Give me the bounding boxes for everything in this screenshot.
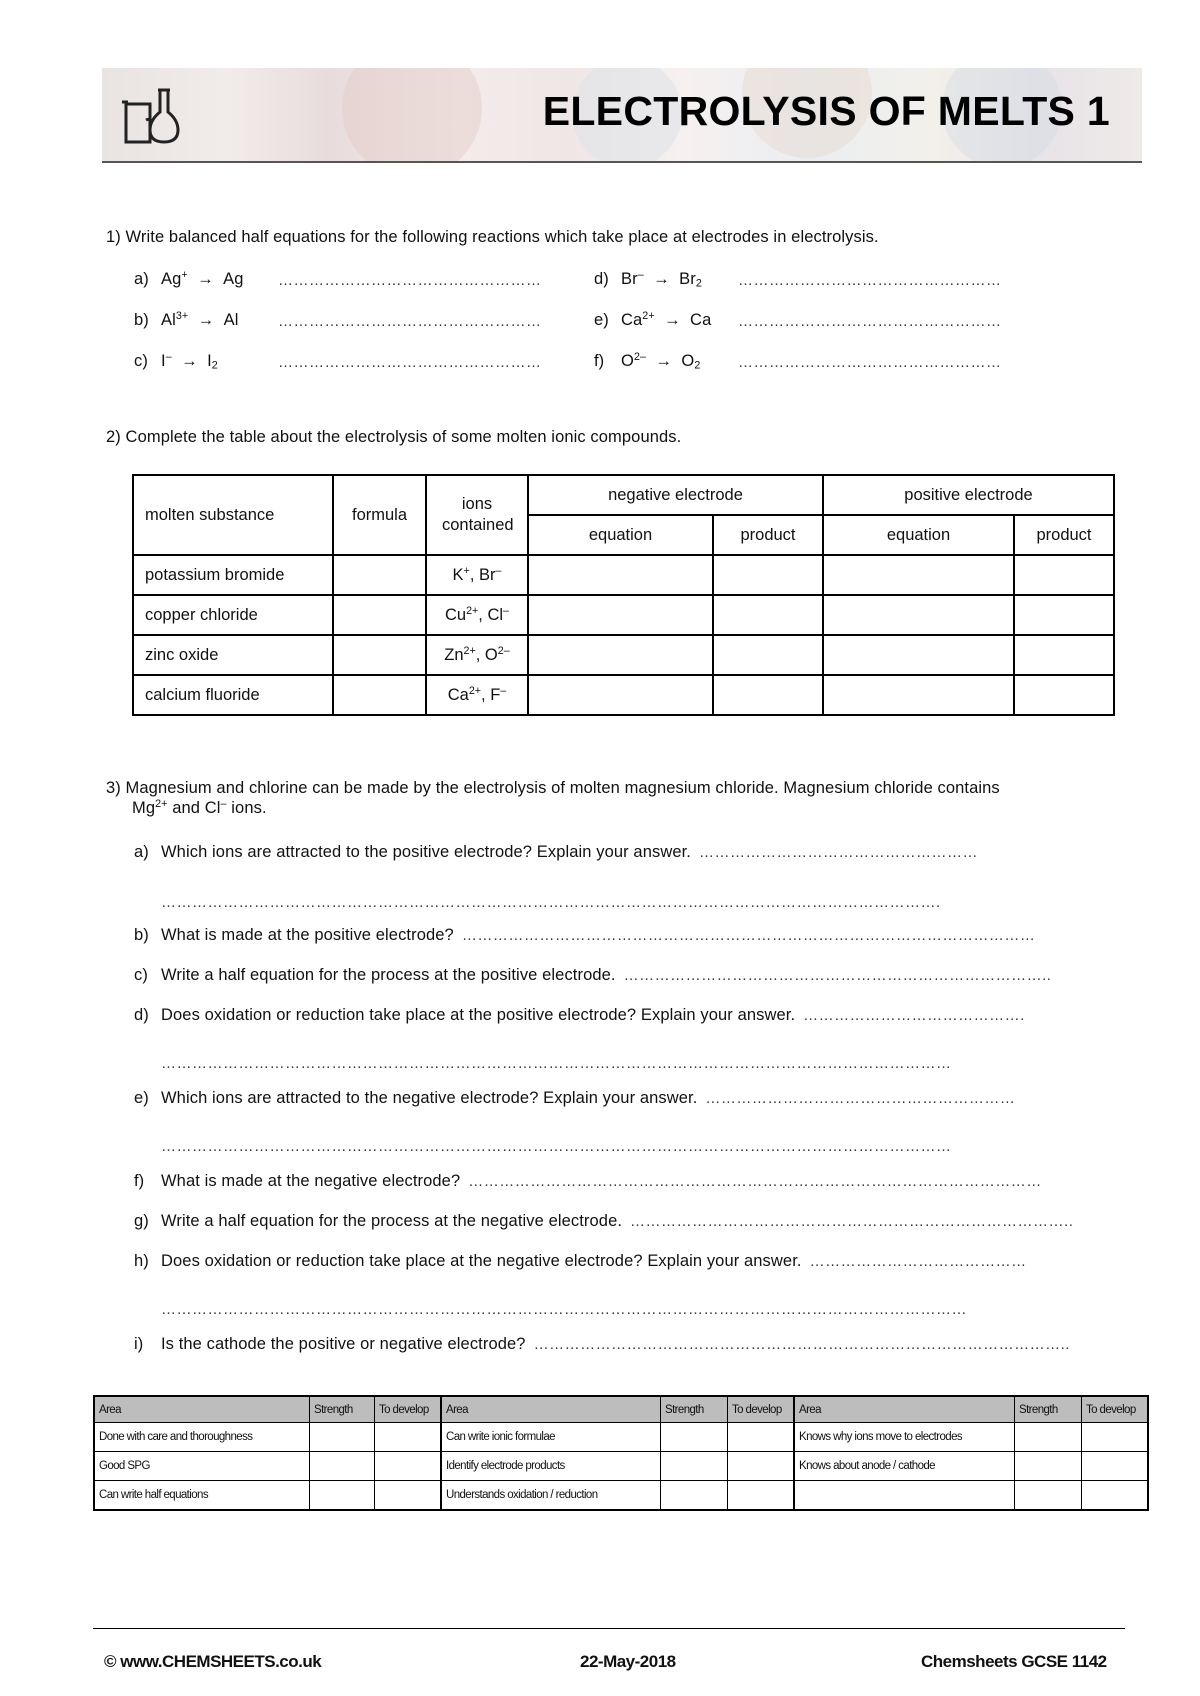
- q3-part-label: a): [134, 843, 149, 861]
- neg-equation-answer-cell[interactable]: [528, 595, 713, 635]
- assessment-area: Understands oxidation / reduction: [441, 1481, 661, 1511]
- strength-checkbox-cell[interactable]: [310, 1423, 375, 1452]
- table-row: [133, 675, 1114, 715]
- neg-product-answer-cell[interactable]: [713, 675, 823, 715]
- q1-item-label: a): [134, 270, 149, 288]
- q3-question-text: What is made at the negative electrode?: [161, 1172, 461, 1190]
- to-develop-checkbox-cell[interactable]: [728, 1481, 795, 1511]
- q3-question: [161, 1172, 1116, 1191]
- q3-answer-line[interactable]: …………………………………………………………………………..: [630, 1213, 1074, 1230]
- q3-part-label: h): [134, 1252, 149, 1270]
- table-row: [133, 555, 1114, 595]
- pos-product-answer-cell[interactable]: [1014, 675, 1114, 715]
- q1-reaction: $Ca^{2+} \to Ca$: [621, 310, 712, 329]
- substance-cell: zinc oxide: [133, 635, 333, 675]
- q3-part-label: c): [134, 966, 148, 984]
- assessment-area: Done with care and thoroughness: [94, 1423, 310, 1452]
- assessment-row: [94, 1481, 1148, 1511]
- header-pos-equation: equation: [823, 515, 1014, 555]
- strength-checkbox-cell[interactable]: [1015, 1481, 1082, 1511]
- to-develop-checkbox-cell[interactable]: [1082, 1452, 1149, 1481]
- assessment-area: Can write ionic formulae: [441, 1423, 661, 1452]
- to-develop-checkbox-cell[interactable]: [1082, 1481, 1149, 1511]
- q1-reaction: $O^{2-} \to O_2$: [621, 351, 701, 372]
- q3-question-text: Does oxidation or reduction take place at the positive electrode? Explain your answer.: [161, 1006, 796, 1024]
- neg-product-answer-cell[interactable]: [713, 635, 823, 675]
- ions-cell: K+, Br–: [426, 555, 528, 595]
- pos-equation-answer-cell[interactable]: [823, 595, 1014, 635]
- q3-answer-line[interactable]: ………………………………………………………………………..: [623, 967, 1052, 984]
- formula-answer-cell[interactable]: [333, 555, 426, 595]
- header-positive-electrode: positive electrode: [823, 475, 1114, 515]
- assessment-area: Knows why ions move to electrodes: [794, 1423, 1015, 1452]
- substance-cell: potassium bromide: [133, 555, 333, 595]
- q3-answer-line[interactable]: …………………………………………………………………………………………..: [533, 1336, 1070, 1353]
- q3-question: [161, 926, 1116, 945]
- header-molten-substance: molten substance: [133, 475, 333, 555]
- formula-answer-cell[interactable]: [333, 675, 426, 715]
- header-ions-label: ions contained: [442, 495, 514, 534]
- pos-equation-answer-cell[interactable]: [823, 635, 1014, 675]
- to-develop-checkbox-cell[interactable]: [375, 1481, 442, 1511]
- assessment-header-row: [94, 1396, 1148, 1423]
- q3-question: [161, 1089, 1116, 1108]
- electrolysis-table: [132, 474, 1115, 716]
- header-to-develop: To develop: [375, 1396, 442, 1423]
- pos-equation-answer-cell[interactable]: [823, 555, 1014, 595]
- q3-question: [161, 1335, 1116, 1354]
- ions-cell: $Zn^{2+}$, $O^{2-}$: [426, 635, 528, 675]
- to-develop-checkbox-cell[interactable]: [375, 1452, 442, 1481]
- ions-cell: $Cu^{2+}$, Cl–: [426, 595, 528, 635]
- q1-answer-line[interactable]: ……………………………………………: [278, 313, 542, 330]
- q3-answer-line[interactable]: …………………………………………………………………………………………………: [468, 1173, 1042, 1190]
- q3-part-label: e): [134, 1089, 149, 1107]
- header-ions-contained: [426, 475, 528, 555]
- header-strength: Strength: [310, 1396, 375, 1423]
- q1-answer-line[interactable]: ……………………………………………: [738, 313, 1002, 330]
- q3-answer-line-extra[interactable]: …………………………………………………………………………………………………………………………………….: [161, 894, 941, 911]
- assessment-area: Good SPG: [94, 1452, 310, 1481]
- header-neg-equation: equation: [528, 515, 713, 555]
- q3-question-text: Is the cathode the positive or negative electrode?: [161, 1335, 526, 1353]
- strength-checkbox-cell[interactable]: [661, 1481, 728, 1511]
- q2-table-body: [133, 555, 1114, 715]
- neg-equation-answer-cell[interactable]: [528, 635, 713, 675]
- header-to-develop: To develop: [1082, 1396, 1149, 1423]
- q1-prompt: 1) Write balanced half equations for the following reactions which take place at electrodes in electrolysis.: [106, 228, 879, 246]
- table-row: [133, 595, 1114, 635]
- assessment-row: [94, 1452, 1148, 1481]
- q3-part-label: i): [134, 1335, 144, 1353]
- q3-question: [161, 1212, 1116, 1231]
- q3-question-text: Write a half equation for the process at the negative electrode.: [161, 1212, 623, 1230]
- strength-checkbox-cell[interactable]: [310, 1452, 375, 1481]
- q3-prompt-line2: $Mg^{2+}$ and Cl– ions.: [132, 798, 267, 817]
- to-develop-checkbox-cell[interactable]: [375, 1423, 442, 1452]
- header-to-develop: To develop: [728, 1396, 795, 1423]
- q3-answer-line-extra[interactable]: …………………………………………………………………………………………………………………………………………: [161, 1301, 967, 1318]
- header-area: Area: [441, 1396, 661, 1423]
- q1-reaction: $I^- \to I_2$: [161, 351, 218, 372]
- q1-reaction: $Al^{3+} \to Al$: [161, 310, 239, 329]
- q1-item-label: b): [134, 311, 149, 329]
- header-formula: formula: [333, 475, 426, 555]
- q3-question-text: Which ions are attracted to the negative electrode? Explain your answer.: [161, 1089, 698, 1107]
- header-area: Area: [794, 1396, 1015, 1423]
- q3-part-label: f): [134, 1172, 145, 1190]
- q3-answer-line[interactable]: …………………………………………………………………………………………………: [461, 927, 1036, 944]
- q3-answer-line[interactable]: …………………………………….: [803, 1007, 1025, 1024]
- strength-checkbox-cell[interactable]: [661, 1423, 728, 1452]
- assessment-body: [94, 1423, 1148, 1511]
- formula-answer-cell[interactable]: [333, 635, 426, 675]
- q3-answer-line-extra[interactable]: ………………………………………………………………………………………………………………………………………: [161, 1055, 952, 1072]
- neg-product-answer-cell[interactable]: [713, 555, 823, 595]
- q3-question: [161, 966, 1116, 985]
- header-area: Area: [94, 1396, 310, 1423]
- assessment-row: [94, 1423, 1148, 1452]
- footer-divider: [93, 1628, 1125, 1629]
- header-neg-product: product: [713, 515, 823, 555]
- neg-product-answer-cell[interactable]: [713, 595, 823, 635]
- strength-checkbox-cell[interactable]: [1015, 1423, 1082, 1452]
- q3-part-label: g): [134, 1212, 149, 1230]
- q1-answer-line[interactable]: ……………………………………………: [278, 272, 542, 289]
- q3-question: [161, 843, 1116, 862]
- formula-answer-cell[interactable]: [333, 595, 426, 635]
- strength-checkbox-cell[interactable]: [1015, 1452, 1082, 1481]
- page-title: ELECTROLYSIS OF MELTS 1: [542, 88, 1110, 134]
- q3-part-label: b): [134, 926, 149, 944]
- q3-question: [161, 1252, 1116, 1271]
- header-banner: [102, 68, 1142, 163]
- header-negative-electrode: negative electrode: [528, 475, 823, 515]
- q1-item-label: e): [594, 311, 609, 329]
- header-strength: Strength: [661, 1396, 728, 1423]
- q1-item-label: c): [134, 352, 148, 370]
- pos-product-answer-cell[interactable]: [1014, 595, 1114, 635]
- assessment-table: [93, 1395, 1149, 1511]
- footer-date: 22-May-2018: [580, 1652, 676, 1671]
- pos-equation-answer-cell[interactable]: [823, 675, 1014, 715]
- q3-answer-line[interactable]: ……………………………………: [809, 1253, 1027, 1270]
- q1-reaction: $Br^- \to Br_2$: [621, 269, 702, 290]
- q3-question-text: Does oxidation or reduction take place at the negative electrode? Explain your answer.: [161, 1252, 802, 1270]
- pos-product-answer-cell[interactable]: [1014, 555, 1114, 595]
- table-row: [133, 635, 1114, 675]
- q3-answer-line-extra[interactable]: ………………………………………………………………………………………………………………………………………: [161, 1138, 952, 1155]
- assessment-area: Identify electrode products: [441, 1452, 661, 1481]
- ions-cell: $Ca^{2+}$, F–: [426, 675, 528, 715]
- neg-equation-answer-cell[interactable]: [528, 675, 713, 715]
- q2-prompt: 2) Complete the table about the electrolysis of some molten ionic compounds.: [106, 428, 682, 446]
- lab-glassware-icon: [118, 80, 190, 152]
- footer-sheet-id: Chemsheets GCSE 1142: [921, 1652, 1107, 1671]
- q3-prompt-line1: 3) Magnesium and chlorine can be made by the electrolysis of molten magnesium chloride. Magnesium chloride contains: [106, 779, 1000, 797]
- q3-part-label: d): [134, 1006, 149, 1024]
- substance-cell: copper chloride: [133, 595, 333, 635]
- q3-question-text: Which ions are attracted to the positive electrode? Explain your answer.: [161, 843, 691, 861]
- q3-answer-line[interactable]: ………………………………………………: [698, 844, 978, 861]
- q1-answer-line[interactable]: ……………………………………………: [738, 272, 1002, 289]
- q1-answer-line[interactable]: ……………………………………………: [278, 354, 542, 371]
- q1-item-label: d): [594, 270, 609, 288]
- substance-cell: calcium fluoride: [133, 675, 333, 715]
- strength-checkbox-cell[interactable]: [310, 1481, 375, 1511]
- q3-question-text: What is made at the positive electrode?: [161, 926, 454, 944]
- q1-item-label: f): [594, 352, 605, 370]
- pos-product-answer-cell[interactable]: [1014, 635, 1114, 675]
- strength-checkbox-cell[interactable]: [661, 1452, 728, 1481]
- footer-website: © www.CHEMSHEETS.co.uk: [104, 1652, 322, 1671]
- q1-answer-line[interactable]: ……………………………………………: [738, 354, 1002, 371]
- assessment-area: [794, 1481, 1015, 1511]
- q3-question-text: Write a half equation for the process at the positive electrode.: [161, 966, 616, 984]
- q1-reaction: Ag+ → Ag: [161, 269, 244, 288]
- header-pos-product: product: [1014, 515, 1114, 555]
- to-develop-checkbox-cell[interactable]: [728, 1452, 795, 1481]
- assessment-area: Knows about anode / cathode: [794, 1452, 1015, 1481]
- neg-equation-answer-cell[interactable]: [528, 555, 713, 595]
- to-develop-checkbox-cell[interactable]: [1082, 1423, 1149, 1452]
- to-develop-checkbox-cell[interactable]: [728, 1423, 795, 1452]
- q3-answer-line[interactable]: ……………………………………………………: [705, 1090, 1016, 1107]
- header-strength: Strength: [1015, 1396, 1082, 1423]
- q3-question: [161, 1006, 1116, 1025]
- assessment-area: Can write half equations: [94, 1481, 310, 1511]
